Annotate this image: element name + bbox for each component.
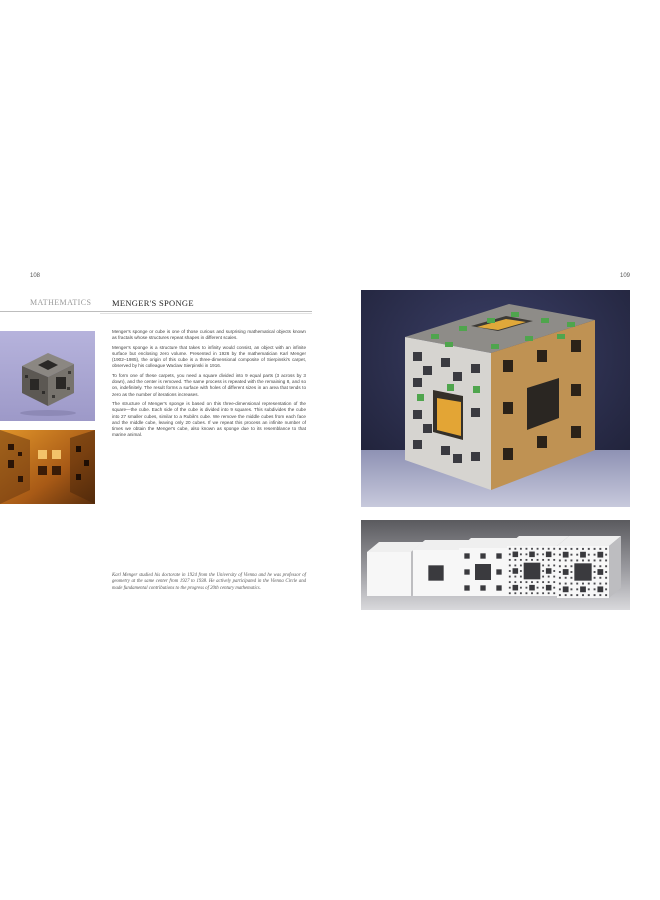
iteration-cube-hole (537, 581, 539, 583)
iteration-cube-hole (509, 553, 511, 555)
iteration-cube-hole (496, 585, 501, 590)
sponge-green-block (491, 344, 499, 349)
iteration-cube-hole (509, 565, 511, 567)
sponge-green-block (567, 322, 575, 327)
iteration-cube-hole (594, 559, 596, 561)
sponge-green-block (447, 384, 454, 391)
sponge-green-block (511, 312, 519, 317)
iteration-cube-hole (605, 548, 607, 550)
iteration-cube-hole (582, 548, 584, 550)
iteration-cube-hole (605, 554, 607, 556)
iteration-cube-hole (588, 588, 590, 590)
iteration-cube-hole (563, 586, 569, 592)
iteration-cube-hole (599, 577, 601, 579)
iteration-cube-hole (531, 559, 533, 561)
body-paragraph: Menger's sponge is a structure that takes to infinity would consist, an object with an infinite surface but enclosing zero volume. Presented in 1926 by the mathematician Karl Menger (1902–1985), the origin of this cube is a three-dimensional composite of Sierpinski's carpet, observed by his colleague Waclaw Sierpinski in 1916. (112, 344, 306, 369)
iteration-cube-hole (526, 581, 528, 583)
sponge-hole (423, 424, 432, 433)
iteration-cube-hole (526, 592, 528, 594)
iteration-cube-hole (428, 565, 443, 580)
iteration-cube-hole (520, 576, 522, 578)
iteration-cube-hole (559, 559, 561, 561)
iteration-cube-hole (605, 577, 607, 579)
iteration-cube-hole (537, 587, 539, 589)
iteration-cube-hole (588, 559, 590, 561)
iteration-cube-hole (576, 588, 578, 590)
iteration-cube-hole (464, 569, 469, 574)
iteration-cube-hole (594, 594, 596, 596)
iteration-cube-hole (599, 565, 601, 567)
iteration-cube-hole (559, 594, 561, 596)
sponge-hole (453, 372, 462, 381)
iteration-cube-hole (588, 548, 590, 550)
sponge-green-block (541, 318, 549, 323)
sponge-hole (471, 364, 480, 373)
iteration-cube-hole (559, 583, 561, 585)
iteration-cube-hole (563, 569, 569, 575)
body-paragraph: To form one of these carpets, you need a square divided into 9 equal parts (3 across by 3 down), and the center is removed. The same process is repeated with the remaining 8, and so on, indefinitely. The result forms a surface with holes of different sizes in an area that tends to zero as the number of iterations increases. (112, 372, 306, 397)
iteration-cube-hole (588, 583, 590, 585)
sponge-green-block (431, 334, 439, 339)
iteration-cube-hole (605, 588, 607, 590)
iteration-cube-hole (509, 559, 511, 561)
iteration-cube-hole (565, 577, 567, 579)
iteration-cube-hole (570, 554, 572, 556)
sponge-hole (503, 402, 513, 414)
iteration-cube-hole (514, 576, 516, 578)
iteration-cube-hole (553, 553, 555, 555)
iteration-cube-hole (514, 581, 516, 583)
iteration-cube-hole (605, 571, 607, 573)
iteration-cube-hole (594, 548, 596, 550)
iteration-cube-hole (513, 552, 519, 558)
iteration-cube-hole (520, 553, 522, 555)
iteration-cube-hole (531, 592, 533, 594)
iteration-cube-hole (553, 576, 555, 578)
iteration-cube-hole (542, 576, 544, 578)
iteration-cube-hole (559, 548, 561, 550)
iteration-cube-hole (553, 559, 555, 561)
iteration-cube-hole (526, 559, 528, 561)
iteration-cube-hole (559, 588, 561, 590)
iteration-cube-hole (542, 570, 544, 572)
sponge-hole (413, 440, 422, 449)
iteration-cube-hole (553, 592, 555, 594)
iteration-cube-hole (594, 577, 596, 579)
sponge-hole (571, 426, 581, 438)
sponge-hole (413, 410, 422, 419)
iteration-cube-hole (597, 569, 603, 575)
iteration-cube-hole (576, 559, 578, 561)
header-rule-secondary (100, 313, 312, 314)
sponge-interior-orange-image (0, 430, 95, 504)
iteration-cube-hole (542, 553, 544, 555)
header-rule (0, 311, 312, 312)
iteration-cube-hole (576, 554, 578, 556)
iteration-cube-hole (576, 594, 578, 596)
sponge-hole (571, 340, 581, 352)
iteration-cube-hole (509, 581, 511, 583)
iteration-cube-hole (605, 559, 607, 561)
page-number-right: 109 (620, 273, 631, 279)
iteration-cube-hole (542, 565, 544, 567)
iteration-cube-hole (520, 565, 522, 567)
iteration-cube-hole (542, 548, 544, 550)
iteration-cube-hole (570, 565, 572, 567)
iteration-cube-hole (580, 552, 586, 558)
iteration-cube-hole (546, 568, 552, 574)
iteration-cube-hole (542, 581, 544, 583)
sponge-green-block (487, 318, 495, 323)
sponge-green-block (557, 334, 565, 339)
iteration-cube-hole (514, 592, 516, 594)
iteration-cube-hole (514, 565, 516, 567)
sponge-hole (471, 408, 480, 417)
iteration-cube-hole (520, 587, 522, 589)
iteration-cube-hole (529, 552, 535, 558)
iteration-cube-hole (565, 548, 567, 550)
iteration-cube-hole (509, 587, 511, 589)
iteration-cube-hole (520, 592, 522, 594)
iteration-cube-hole (559, 577, 561, 579)
iteration-cube-hole (520, 548, 522, 550)
iteration-cube-hole (582, 594, 584, 596)
iteration-cube-hole (548, 576, 550, 578)
iteration-cube-hole (553, 587, 555, 589)
iteration-cube-hole (524, 563, 541, 580)
sponge-green-block (459, 326, 467, 331)
iteration-cube-hole (509, 576, 511, 578)
iteration-cube-hole (597, 552, 603, 558)
iteration-cube-hole (537, 592, 539, 594)
iteration-cube-hole (537, 553, 539, 555)
iteration-cube-hole (599, 559, 601, 561)
sponge-hole (537, 436, 547, 448)
iteration-cube-hole (594, 583, 596, 585)
iteration-cube-hole (514, 559, 516, 561)
body-paragraph: The structure of Menger's sponge is based on this three-dimensional representation of the square—the cube. Each side of the cube is divided into 9 squares. This subdivides the cube into 27 smaller cubes, similar to a Rubik's cube. We remove the middle cubes from each face and the middle cube, leaving only 20 cubes. If we repeat this process an infinite number of times we obtain the Menger's cube, also known as sponge due to its resemblance to that marine animal. (112, 400, 306, 438)
iteration-cube-hole (570, 577, 572, 579)
iteration-cube-hole (559, 571, 561, 573)
iteration-cube-hole (509, 570, 511, 572)
sponge-green-block (445, 342, 453, 347)
iteration-cube-hole (582, 583, 584, 585)
iteration-cube-hole (576, 583, 578, 585)
sponge-hole (537, 350, 547, 362)
iteration-cube-hole (570, 594, 572, 596)
iteration-cube-hole (605, 594, 607, 596)
iteration-cube-hole (570, 559, 572, 561)
iteration-cube-hole (580, 586, 586, 592)
iteration-cube-hole (563, 552, 569, 558)
sponge-iterations-image (361, 520, 630, 610)
iteration-cube-hole (570, 548, 572, 550)
iteration-cube-hole (565, 594, 567, 596)
iteration-cube-hole (599, 548, 601, 550)
iteration-cube-hole (588, 594, 590, 596)
sponge-green-block (473, 386, 480, 393)
iteration-cube-hole (599, 583, 601, 585)
iteration-cube-hole (542, 592, 544, 594)
sponge-hole (571, 384, 581, 396)
iteration-cube-hole (594, 571, 596, 573)
iteration-cube-hole (509, 548, 511, 550)
iteration-cube-hole (574, 563, 591, 580)
sponge-green-block (525, 336, 533, 341)
sponge-hole (503, 360, 513, 372)
iteration-cube-hole (588, 554, 590, 556)
iteration-cube-hole (520, 570, 522, 572)
sponge-hole (413, 378, 422, 387)
iteration-cube-hole (570, 588, 572, 590)
sponge-render-lavender-image (0, 331, 95, 421)
iteration-cube-hole (464, 585, 469, 590)
iteration-cube-hole (594, 554, 596, 556)
iteration-cube-hole (559, 554, 561, 556)
iteration-cube-hole (520, 559, 522, 561)
iteration-cube-hole (542, 559, 544, 561)
iteration-cube-hole (537, 548, 539, 550)
iteration-cube-hole (542, 587, 544, 589)
iteration-cube-hole (548, 559, 550, 561)
page-title: MENGER'S SPONGE (112, 298, 194, 308)
iteration-cube-hole (565, 559, 567, 561)
iteration-cube-hole (529, 585, 535, 591)
iteration-cube-hole (548, 592, 550, 594)
iteration-cube-hole (496, 553, 501, 558)
iteration-cube-hole (553, 565, 555, 567)
iteration-cube-hole (526, 553, 528, 555)
sponge-green-block (417, 394, 424, 401)
sponge-hole (441, 446, 450, 455)
iteration-cube-hole (537, 559, 539, 561)
image-caption: Karl Menger studied his doctorate in 1924 from the University of Vienna and he was professor of geometry at the same center from 1927 to 1938. He actively participated in the Vienna Circle and made fundamental contributions to the progress of 20th century mathematics. (112, 573, 306, 591)
iteration-cube-hole (531, 548, 533, 550)
iteration-cube-hole (599, 594, 601, 596)
sponge-hole (503, 448, 513, 460)
iteration-cube-hole (548, 548, 550, 550)
iteration-cube-hole (475, 564, 491, 580)
iteration-cube-hole (553, 581, 555, 583)
iteration-cube-hole (513, 585, 519, 591)
iteration-cube-hole (553, 570, 555, 572)
iteration-cube-hole (513, 568, 519, 574)
iteration-cube-hole (594, 565, 596, 567)
section-label: MATHEMATICS (30, 298, 92, 307)
iteration-cube-hole (582, 559, 584, 561)
iteration-cube-hole (464, 553, 469, 558)
iteration-cube-hole (548, 581, 550, 583)
sponge-hole (471, 452, 480, 461)
iteration-cube-hole (546, 585, 552, 591)
iteration-cube-hole (565, 583, 567, 585)
iteration-cube-hole (514, 548, 516, 550)
iteration-cube-face (367, 552, 411, 596)
iteration-cube-hole (546, 552, 552, 558)
iteration-cube-hole (531, 581, 533, 583)
article-body (112, 329, 306, 442)
iteration-cube-side (609, 536, 621, 598)
iteration-cube-hole (594, 588, 596, 590)
iteration-cube-hole (520, 581, 522, 583)
menger-sponge-cube-image (361, 290, 630, 507)
iteration-cube-hole (509, 592, 511, 594)
iteration-cube-hole (570, 571, 572, 573)
page-number-left: 108 (30, 273, 41, 279)
iteration-cube-hole (559, 565, 561, 567)
sponge-hole (453, 454, 462, 463)
iteration-cube-hole (605, 565, 607, 567)
iteration-cube-hole (526, 587, 528, 589)
iteration-cube-hole (570, 583, 572, 585)
iteration-cube-hole (526, 548, 528, 550)
iteration-cube-hole (480, 553, 485, 558)
sponge-hole (423, 366, 432, 375)
body-paragraph: Menger's sponge or cube is one of those curious and surprising mathematical objects known as fractals whose structures repeat shapes in different scales. (112, 329, 306, 341)
iteration-cube-hole (597, 586, 603, 592)
sponge-hole (413, 352, 422, 361)
iteration-cube-hole (553, 548, 555, 550)
iteration-cube-hole (576, 548, 578, 550)
iteration-cube-hole (565, 565, 567, 567)
sponge-hole (441, 358, 450, 367)
iteration-cube-hole (605, 583, 607, 585)
iteration-cube-hole (548, 565, 550, 567)
iteration-cube-hole (480, 585, 485, 590)
iteration-cube-hole (496, 569, 501, 574)
